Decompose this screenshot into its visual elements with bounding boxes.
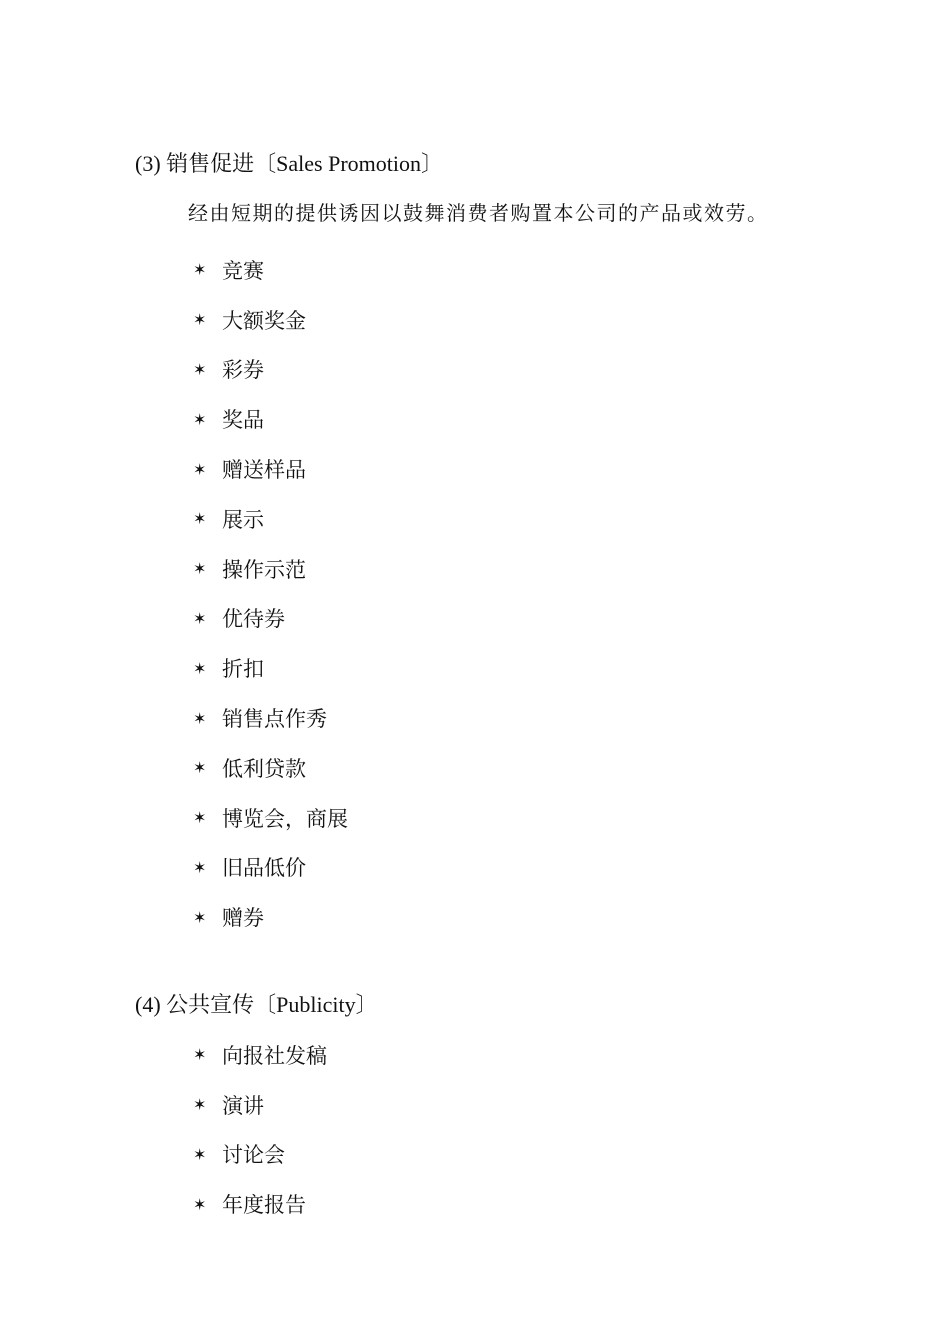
list-item xyxy=(188,892,348,942)
section-number: (4) xyxy=(135,992,161,1017)
star-bullet-icon: ✶ xyxy=(193,509,207,529)
list-item-label: 讨论会 xyxy=(222,1143,285,1168)
list-item-label: 折扣 xyxy=(222,657,264,682)
star-bullet-icon: ✶ xyxy=(193,1095,207,1115)
list-item-label: 低利贷款 xyxy=(222,756,306,781)
star-bullet-icon: ✶ xyxy=(193,808,207,828)
list-item xyxy=(188,1080,327,1130)
star-bullet-icon: ✶ xyxy=(193,907,207,927)
list-item xyxy=(188,394,348,444)
list-item xyxy=(188,1030,327,1080)
list-item-label: 旧品低价 xyxy=(222,856,306,881)
star-bullet-icon: ✶ xyxy=(193,409,207,429)
list-item-label: 竞赛 xyxy=(222,258,264,283)
list-item-label: 博览会，商展 xyxy=(222,806,348,831)
list-item-label: 优待券 xyxy=(222,607,285,632)
list-item xyxy=(188,743,348,793)
section-description: 经由短期的提供诱因以鼓舞消费者购置本公司的产品或效劳。 xyxy=(188,201,769,225)
star-bullet-icon: ✶ xyxy=(193,1194,207,1214)
list-item-label: 年度报告 xyxy=(222,1193,306,1218)
list-item xyxy=(188,245,348,295)
sales-promotion-list xyxy=(188,245,348,942)
star-bullet-icon: ✶ xyxy=(193,758,207,778)
star-bullet-icon: ✶ xyxy=(193,608,207,628)
section-number: (3) xyxy=(135,151,161,176)
section-title-en: 〔Publicity〕 xyxy=(254,992,378,1017)
list-item xyxy=(188,1179,327,1229)
star-bullet-icon: ✶ xyxy=(193,857,207,877)
star-bullet-icon: ✶ xyxy=(193,1045,207,1065)
list-item xyxy=(188,1130,327,1180)
list-item xyxy=(188,843,348,893)
section-title-zh: 公共宣传 xyxy=(166,993,255,1018)
list-item xyxy=(188,295,348,345)
list-item-label: 彩券 xyxy=(222,358,264,383)
list-item xyxy=(188,693,348,743)
star-bullet-icon: ✶ xyxy=(193,1144,207,1164)
list-item-label: 操作示范 xyxy=(222,557,306,582)
list-item-label: 销售点作秀 xyxy=(222,707,327,732)
list-item-label: 奖品 xyxy=(222,408,264,433)
section-title-zh: 销售促进 xyxy=(166,152,255,177)
list-item-label: 向报社发稿 xyxy=(222,1043,327,1068)
list-item xyxy=(188,793,348,843)
list-item xyxy=(188,594,348,644)
star-bullet-icon: ✶ xyxy=(193,658,207,678)
list-item xyxy=(188,444,348,494)
list-item-label: 展示 xyxy=(222,507,264,532)
star-bullet-icon: ✶ xyxy=(193,559,207,579)
star-bullet-icon: ✶ xyxy=(193,459,207,479)
list-item xyxy=(188,544,348,594)
section-heading-publicity xyxy=(135,990,378,1021)
list-item-label: 演讲 xyxy=(222,1093,264,1118)
list-item xyxy=(188,494,348,544)
star-bullet-icon: ✶ xyxy=(193,260,207,280)
section-title-en: 〔Sales Promotion〕 xyxy=(254,151,444,176)
section-heading-sales-promotion xyxy=(135,149,443,180)
publicity-list xyxy=(188,1030,327,1229)
list-item-label: 赠券 xyxy=(222,906,264,931)
star-bullet-icon: ✶ xyxy=(193,708,207,728)
list-item xyxy=(188,643,348,693)
star-bullet-icon: ✶ xyxy=(193,359,207,379)
list-item xyxy=(188,345,348,395)
star-bullet-icon: ✶ xyxy=(193,310,207,330)
list-item-label: 大额奖金 xyxy=(222,308,306,333)
list-item-label: 赠送样品 xyxy=(222,458,306,483)
